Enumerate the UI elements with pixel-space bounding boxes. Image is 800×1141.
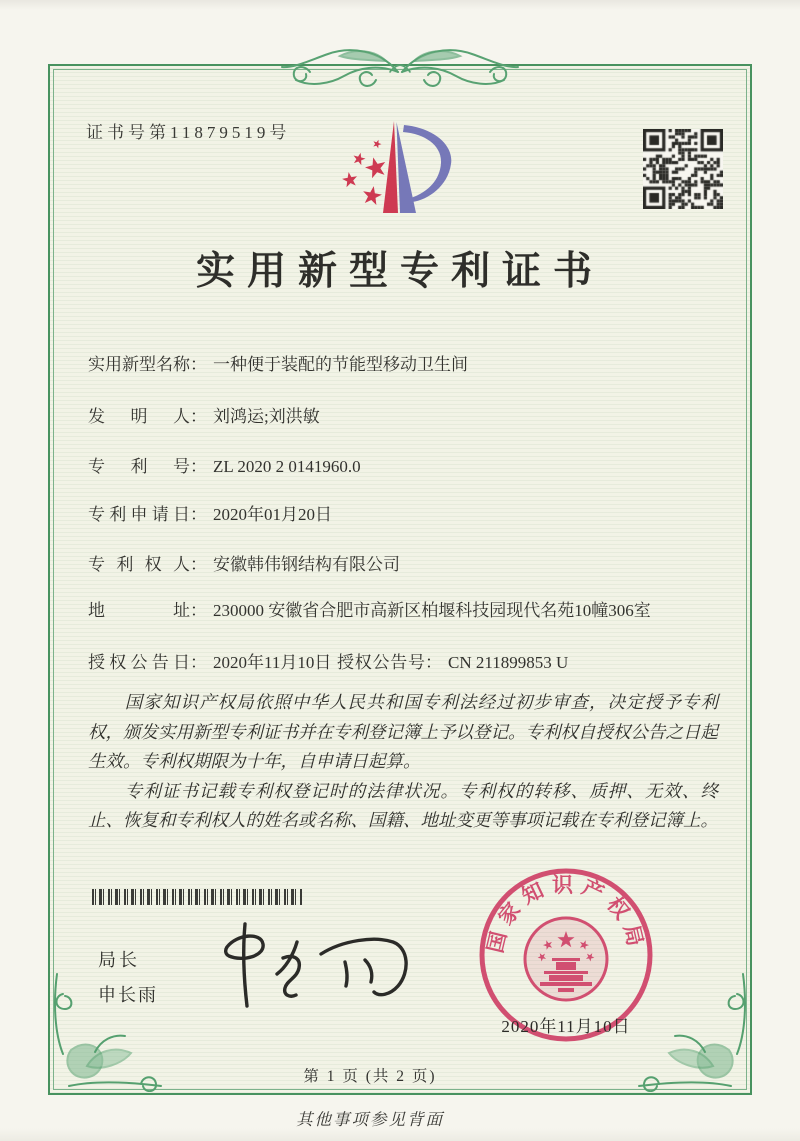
field-label: 实用新型名称: [88, 355, 190, 374]
field-value: 安徽韩伟钢结构有限公司: [213, 555, 400, 574]
field-value: 2020年01月20日: [213, 505, 332, 524]
field-label: 专利号: [88, 457, 190, 476]
field-row-utility-model-name: [88, 351, 720, 378]
field-colon: ：: [190, 505, 207, 524]
certificate-title: 实用新型专利证书: [195, 250, 604, 293]
field-row-patent-number: [88, 453, 720, 480]
field-colon: ：: [190, 653, 207, 672]
seal-date: 2020年11月10日: [501, 1017, 631, 1036]
certificate-number: 证书号第11879519号: [86, 123, 291, 142]
field-label: 发明人: [88, 407, 190, 426]
grant-number-value: CN 211899853 U: [448, 653, 569, 672]
legal-paragraph-1: 国家知识产权局依照中华人民共和国专利法经过初步审查，决定授予专利权，颁发实用新型专利证书并在专利登记簿上予以登记。专利权自授权公告之日起生效。专利权期限为十年，自申请日起算。: [88, 692, 718, 771]
field-row-grant: [88, 649, 720, 676]
field-label: 专利权人: [88, 555, 190, 574]
field-label: 授权公告号: [337, 653, 425, 672]
field-colon: ：: [190, 457, 207, 476]
handwritten-signature: [213, 912, 423, 1022]
field-row-address: [88, 597, 720, 624]
field-label: 专利申请日: [88, 505, 190, 524]
field-colon: ：: [190, 355, 207, 374]
field-value: 一种便于装配的节能型移动卫生间: [213, 355, 468, 374]
officer-title: 局长: [98, 950, 140, 970]
qr-code: [643, 129, 723, 209]
back-side-note: 其他事项参见背面: [296, 1110, 444, 1129]
seal-text: 国家知识产权局: [482, 872, 650, 956]
national-emblem-icon: [525, 918, 607, 1000]
field-value: 刘鸿运;刘洪敏: [213, 407, 320, 426]
field-label: 授权公告日: [88, 653, 190, 672]
cnipa-logo-icon: [330, 106, 465, 226]
grant-date-value: 2020年11月10日: [213, 653, 332, 672]
field-row-patentee: [88, 551, 720, 578]
field-row-filing-date: [88, 501, 720, 528]
barcode: [92, 889, 302, 905]
field-colon: ：: [425, 653, 442, 672]
field-value: ZL 2020 2 0141960.0: [213, 457, 361, 476]
legal-text-block: [88, 688, 718, 836]
field-colon: ：: [190, 601, 207, 620]
grant-number-group: [337, 649, 568, 676]
officer-name: 申长雨: [98, 985, 158, 1005]
legal-paragraph-2: 专利证书记载专利权登记时的法律状况。专利权的转移、质押、无效、终止、恢复和专利权人的姓名或名称、国籍、地址变更等事项记载在专利登记簿上。: [88, 780, 718, 830]
field-label: 地址: [88, 601, 190, 620]
field-colon: ：: [190, 407, 207, 426]
field-colon: ：: [190, 555, 207, 574]
field-row-inventors: [88, 403, 720, 430]
page-number: 第 1 页 (共 2 页): [303, 1068, 437, 1085]
field-value: 230000 安徽省合肥市高新区柏堰科技园现代名苑10幢306室: [213, 601, 651, 620]
